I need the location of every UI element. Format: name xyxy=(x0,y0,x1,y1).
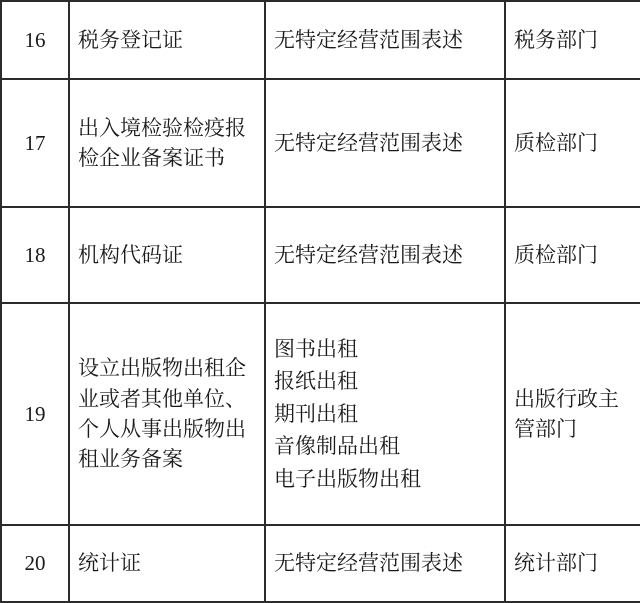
department-cell: 税务部门 xyxy=(505,1,640,79)
business-scope-cell: 无特定经营范围表述 xyxy=(265,1,505,79)
table-row xyxy=(1,207,640,303)
business-scope-cell: 无特定经营范围表述 xyxy=(265,207,505,303)
license-name-cell: 出入境检验检疫报检企业备案证书 xyxy=(69,79,265,207)
scope-item: 报纸出租 xyxy=(274,369,358,394)
license-name-cell: 统计证 xyxy=(69,525,265,602)
license-name-cell: 税务登记证 xyxy=(69,1,265,79)
license-name-cell: 设立出版物出租企业或者其他单位、个人从事出版物出租业务备案 xyxy=(69,303,265,525)
scope-item-list xyxy=(274,334,496,494)
scope-item: 期刊出租 xyxy=(274,401,358,426)
scope-item: 图书出租 xyxy=(274,336,358,361)
table-row xyxy=(1,303,640,525)
table-row xyxy=(1,79,640,207)
business-scope-cell: 无特定经营范围表述 xyxy=(265,79,505,207)
row-index-cell: 17 xyxy=(1,79,69,207)
department-cell: 统计部门 xyxy=(505,525,640,602)
table-row xyxy=(1,525,640,602)
row-index-cell: 16 xyxy=(1,1,69,79)
department-cell: 出版行政主管部门 xyxy=(505,303,640,525)
license-name-cell: 机构代码证 xyxy=(69,207,265,303)
department-cell: 质检部门 xyxy=(505,207,640,303)
row-index-cell: 20 xyxy=(1,525,69,602)
business-scope-cell: 无特定经营范围表述 xyxy=(265,525,505,602)
scope-item: 电子出版物出租 xyxy=(274,466,421,491)
scope-item: 音像制品出租 xyxy=(274,434,400,459)
row-index-cell: 18 xyxy=(1,207,69,303)
table-row xyxy=(1,1,640,79)
row-index-cell: 19 xyxy=(1,303,69,525)
business-scope-cell xyxy=(265,303,505,525)
table-body xyxy=(1,1,640,602)
department-cell: 质检部门 xyxy=(505,79,640,207)
